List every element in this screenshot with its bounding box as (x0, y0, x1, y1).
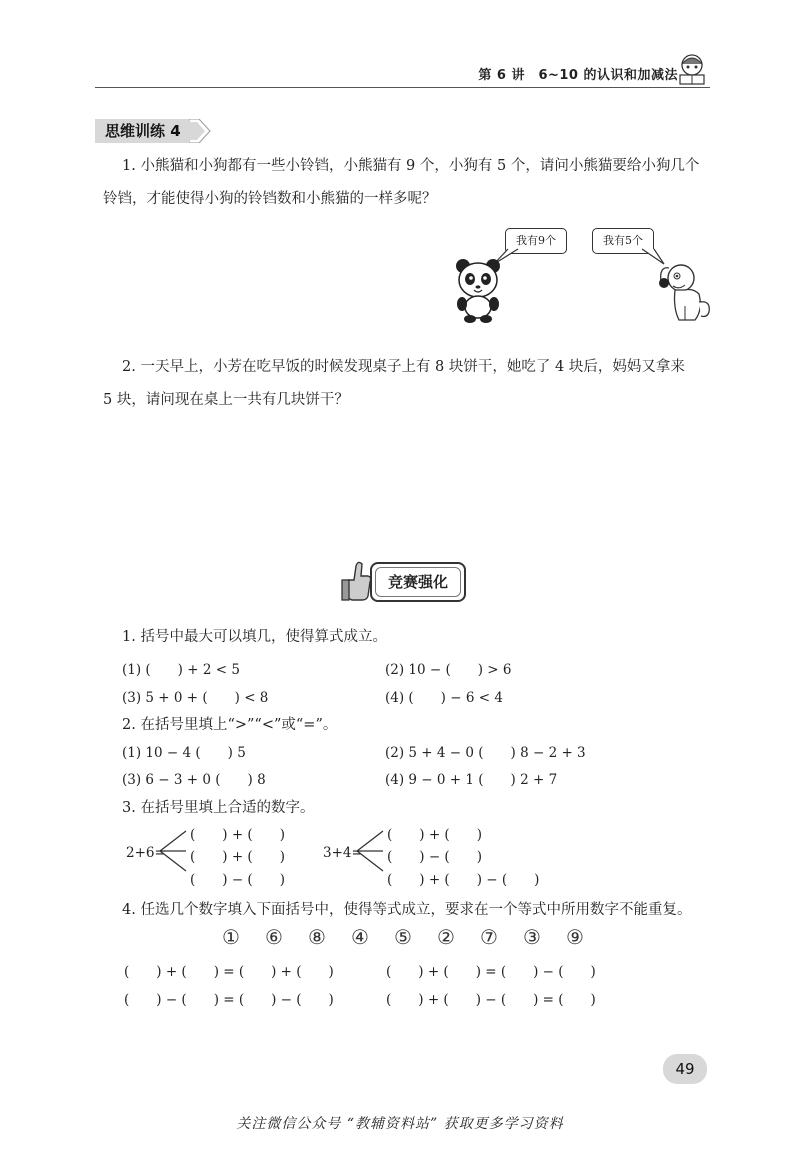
dog-speech-bubble: 我有5个 (592, 228, 654, 254)
header-divider (95, 87, 710, 88)
equation: ( ) + ( ) − ( ) = ( ) (386, 992, 596, 1008)
problem-1-item: (4) ( ) − 6 < 4 (385, 690, 503, 706)
problem-3-title: 3. 在括号里填上合适的数字。 (122, 800, 315, 816)
question-1-line-2: 铃铛，才能使得小狗的铃铛数和小熊猫的一样多呢？ (103, 191, 437, 207)
question-2-line-1: 2. 一天早上，小芳在吃早饭的时候发现桌子上有 8 块饼干，她吃了 4 块后，妈妈又拿来 (122, 359, 685, 375)
competition-badge (340, 556, 470, 606)
circled-number: ⑤ (394, 925, 412, 949)
problem-1-item: (3) 5 + 0 + ( ) < 8 (122, 690, 269, 706)
circled-number: ① (222, 925, 240, 949)
circled-number: ⑨ (566, 925, 584, 949)
competition-label-box (370, 562, 466, 602)
circled-number: ② (437, 925, 455, 949)
question-1-line-1: 1. 小熊猫和小狗都有一些小铃铛，小熊猫有 9 个，小狗有 5 个，请问小熊猫要给小狗几个 (122, 158, 700, 174)
decomposition-label-left: 2+6= (126, 845, 166, 861)
thumbs-up-icon (340, 558, 374, 604)
circled-number: ⑧ (308, 925, 326, 949)
problem-2-item: (4) 9 − 0 + 1 ( ) 2 + 7 (385, 772, 558, 788)
question-2-line-2: 5 块，请问现在桌上一共有几块饼干？ (103, 392, 349, 408)
problem-2-item: (1) 10 − 4 ( ) 5 (122, 745, 246, 761)
equation: ( ) + ( ) = ( ) + ( ) (124, 964, 334, 980)
reading-kid-icon (676, 52, 708, 86)
section-label-thinking (95, 119, 191, 143)
circled-number: ⑦ (480, 925, 498, 949)
decomposition-slot: ( ) + ( ) (190, 849, 285, 865)
circled-number: ③ (523, 925, 541, 949)
decomposition-label-right: 3+4= (323, 845, 363, 861)
footer-note: 关注微信公众号 “教辅资料站” 获取更多学习资料 (236, 1116, 564, 1132)
decomposition-slot: ( ) + ( ) − ( ) (387, 872, 540, 888)
chapter-title: 第 6 讲 6~10 的认识和加减法 (478, 68, 678, 83)
problem-4-title: 4. 任选几个数字填入下面括号中，使得等式成立，要求在一个等式中所用数字不能重复。 (122, 902, 692, 918)
competition-label: 竞赛强化 (375, 567, 461, 597)
decomposition-slot: ( ) + ( ) (387, 827, 482, 843)
panda-speech-bubble: 我有9个 (505, 228, 567, 254)
dog-icon (655, 258, 715, 324)
problem-2-title: 2. 在括号里填上“>”“<”或“=”。 (122, 717, 338, 733)
equation: ( ) + ( ) = ( ) − ( ) (386, 964, 596, 980)
branch-icon (355, 826, 385, 876)
circled-number: ④ (351, 925, 369, 949)
panda-icon (453, 258, 503, 324)
problem-1-item: (1) ( ) + 2 < 5 (122, 662, 240, 678)
problem-2-item: (3) 6 − 3 + 0 ( ) 8 (122, 772, 266, 788)
decomposition-slot: ( ) + ( ) (190, 827, 285, 843)
equation: ( ) − ( ) = ( ) − ( ) (124, 992, 334, 1008)
problem-1-item: (2) 10 − ( ) > 6 (385, 662, 512, 678)
problem-1-title: 1. 括号中最大可以填几，使得算式成立。 (122, 629, 387, 645)
decomposition-slot: ( ) − ( ) (387, 849, 482, 865)
arrow-tag-icon (189, 119, 211, 143)
page-number: 49 (663, 1054, 707, 1084)
decomposition-slot: ( ) − ( ) (190, 872, 285, 888)
circled-number: ⑥ (265, 925, 283, 949)
section-label-text: 思维训练 4 (95, 119, 191, 143)
branch-icon (158, 826, 188, 876)
problem-2-item: (2) 5 + 4 − 0 ( ) 8 − 2 + 3 (385, 745, 586, 761)
